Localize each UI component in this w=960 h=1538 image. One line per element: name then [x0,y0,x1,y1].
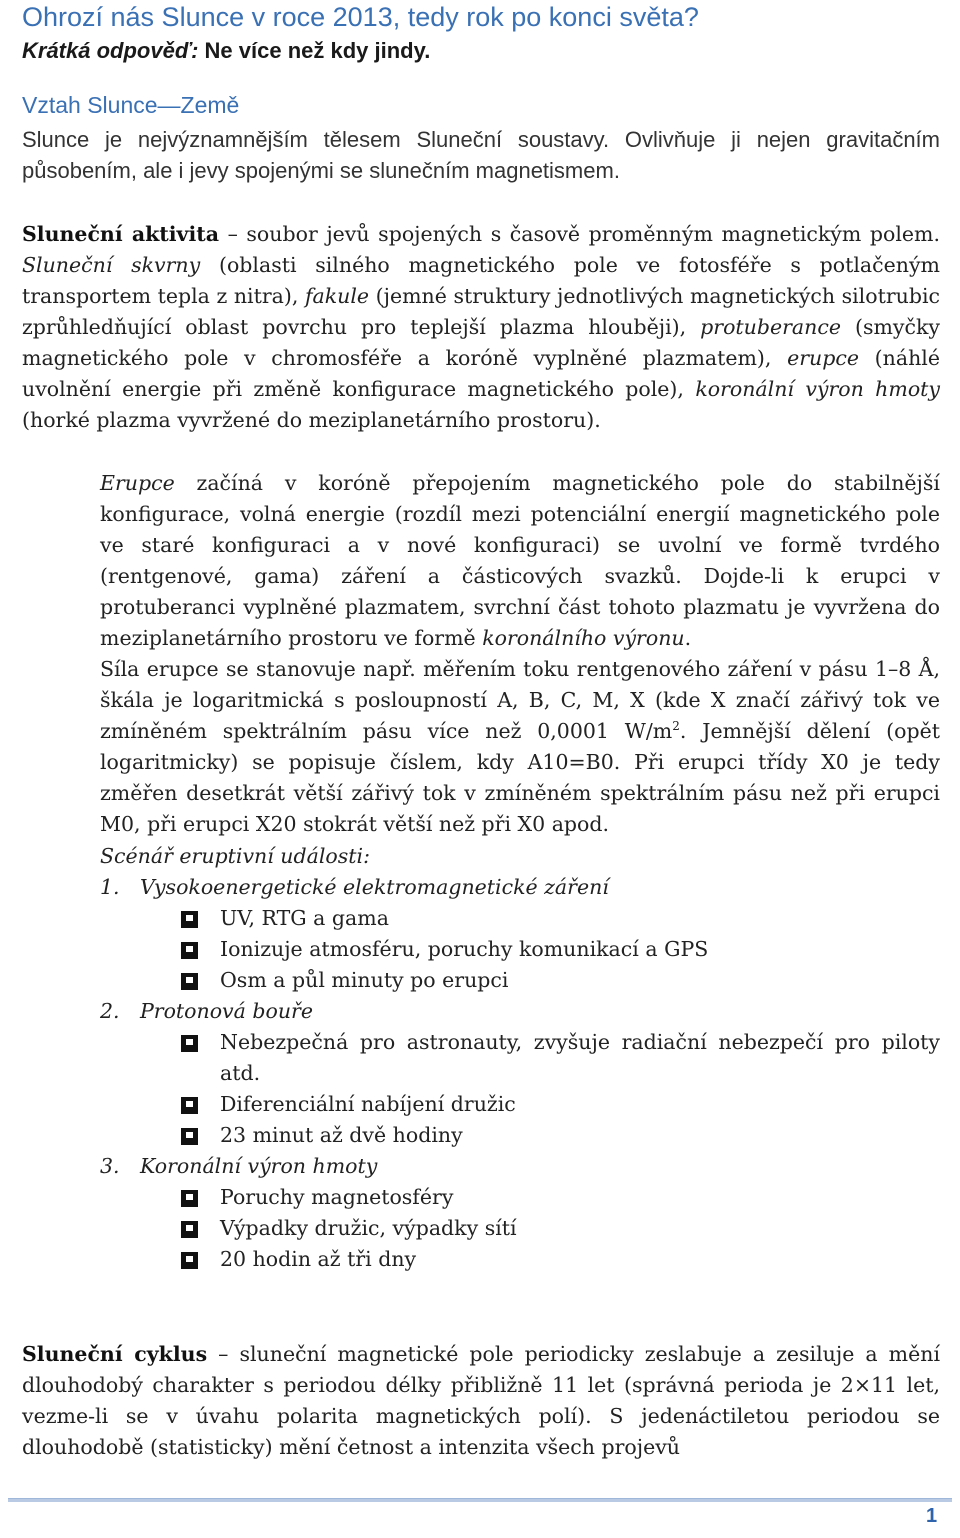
def-flares: (náhlé uvolnění energie při změně konfigurace magnetického pole), [22,346,940,401]
cycle-term: Sluneční cyklus [22,1342,208,1366]
short-answer-label: Krátká odpověď: [22,38,199,63]
short-answer-text: Ne více než kdy jindy. [198,38,431,63]
eruption-paragraph [100,468,940,654]
bullet-icon [181,1190,198,1207]
list-item: Osm a půl minuty po erupci [220,968,509,992]
bullet-icon [181,1221,198,1238]
section-heading: Vztah Slunce—Země [22,92,240,118]
bullet-icon [181,1097,198,1114]
short-answer [22,38,430,64]
unit-exponent: 2 [672,719,680,733]
eruption-cme-term: koronálního výronu [482,626,685,650]
activity-term: Sluneční aktivita [22,222,220,246]
list-number: 2. [100,999,120,1023]
scenario-heading: Scénář eruptivní události: [100,844,370,868]
term-flares: erupce [787,346,859,370]
list-title: Koronální výron hmoty [140,1154,378,1178]
def-prominences: (smyčky magnetického pole v chromosféře a koróně vyplněné plazmatem), [22,315,940,370]
bullet-icon [181,1035,198,1052]
term-sunspots: Sluneční skvrny [22,253,201,277]
cycle-paragraph [22,1339,940,1463]
term-faculae: fakule [304,284,370,308]
list-item: 23 minut až dvě hodiny [220,1123,463,1147]
bullet-icon [181,942,198,959]
def-cme: (horké plazma vyvržené do meziplanetárního prostoru). [22,408,601,432]
activity-def: – soubor jevů spojených s časově proměnným magnetickým polem. [219,222,940,246]
bullet-icon [181,911,198,928]
list-item: UV, RTG a gama [220,906,389,930]
list-number: 1. [100,875,120,899]
list-item: Nebezpečná pro astronauty, zvyšuje radiační nebezpečí pro piloty atd. [220,1030,940,1085]
footer-divider [8,1498,952,1502]
def-faculae: (jemné struktury jednotlivých magnetických silotrubic zprůhledňující oblast povrchu pro teplejší plazma hlouběji), [22,284,940,339]
cycle-text: – sluneční magnetické pole periodicky zeslabuje a zesiluje a mění dlouhodobý charakter s periodou délky přibližně 11 let (správná perioda je 2×11 let, vezme-li se v úvahu polarita magnetických polí). S jedenáctiletou periodou se dlouhodobě (statisticky) mění četnost a intenzita všech projevů [22,1342,940,1459]
eruption-text-end: . [684,626,692,650]
activity-paragraph [22,219,940,436]
page-title: Ohrozí nás Slunce v roce 2013, tedy rok po konci světa? [22,2,699,32]
list-item: Výpadky družic, výpadky sítí [220,1216,517,1240]
intro-paragraph: Slunce je nejvýznamnějším tělesem Sluneční soustavy. Ovlivňuje ji nejen gravitačním působením, ale i jevy spojenými se slunečním magnetismem. [22,127,940,183]
list-item: Ionizuje atmosféru, poruchy komunikací a GPS [220,937,709,961]
strength-text: Síla erupce se stanovuje např. měřením toku rentgenového záření v pásu 1–8 Å, škála je logaritmická s posloupností A, B, C, M, X (kde X značí zářivý tok ve zmíněném spektrálním pásu více než 0,0001 W/m [100,657,940,743]
list-title: Vysokoenergetické elektromagnetické záření [140,875,609,899]
eruption-term: Erupce [100,471,175,495]
list-item: Diferenciální nabíjení družic [220,1092,516,1116]
bullet-icon [181,1252,198,1269]
page-number: 1 [926,1505,938,1527]
term-cme: koronální výron hmoty [695,377,940,401]
list-item: Poruchy magnetosféry [220,1185,454,1209]
def-sunspots: (oblasti silného magnetického pole ve fotosféře s potlačeným transportem tepla z nitra), [22,253,940,308]
strength-paragraph [100,654,940,840]
strength-text-2: . Jemnější dělení (opět logaritmicky) se popisuje číslem, kdy A10=B0. Při erupci třídy X0 je tedy změřen desetkrát větší zářivý tok v zmíněném spektrálním pásu než při erupci M0, při erupci X20 stokrát větší než při X0 apod. [100,719,940,836]
term-prominences: protuberance [700,315,841,339]
list-item: 20 hodin až tři dny [220,1247,417,1271]
list-title: Protonová bouře [140,999,313,1023]
bullet-icon [181,1128,198,1145]
eruption-text: začíná v koróně přepojením magnetického pole do stabilnější konfigurace, volná energie (rozdíl mezi potenciální energií magnetického pole ve staré konfiguraci a v nové konfiguraci) se uvolní ve formě tvrdého (rentgenové, gama) záření a částicových svazků. Dojde-li k erupci v protuberanci vyplněné plazmatem, svrchní část tohoto plazmatu je vyvržena do meziplanetárního prostoru ve formě [100,471,940,650]
list-number: 3. [100,1154,120,1178]
bullet-icon [181,973,198,990]
